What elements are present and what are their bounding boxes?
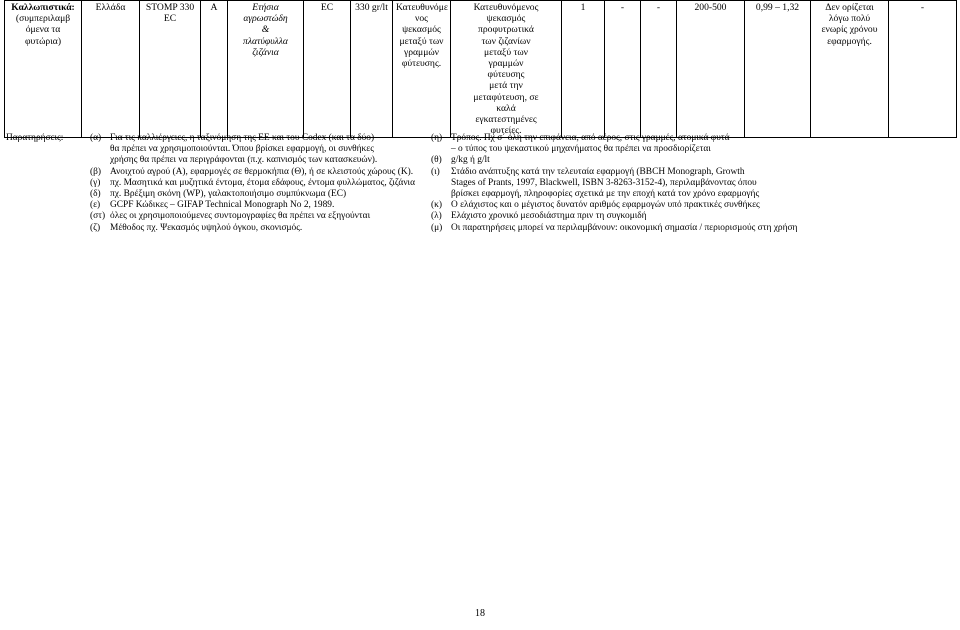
note-item: Stages of Prants, 1997, Blackwell, ISBN 3-8263-3152-4), περιλαμβάνοντας όπου [451, 177, 757, 188]
note-item: θα πρέπει να χρησιμοποιούνται. Όπου βρίσκει εφαρμογή, οι συνθήκες [110, 144, 374, 155]
note-item: (ζ) Μέθοδος πχ. Ψεκασμός υψηλού όγκου, σκονισμός. [90, 222, 303, 233]
note-item: (κ) Ο ελάχιστος και ο μέγιστος δυνατόν αριθμός εφαρμογών υπό πρακτικές συνθήκες [431, 200, 760, 211]
concentration-cell: 330 gr/lt [351, 1, 393, 138]
notes-label: Παρατηρήσεις: [6, 133, 64, 143]
note-item: (η) Τρόπος. Πχ σ΄ όλη την επιφάνεια, από αέρος, στις γραμμές, ατομικά φυτά [431, 133, 730, 143]
note-item: (γ) πχ. Μασητικά και μυζητικά έντομα, έτομα εδάφους, έντομα φυλλώματος, ζιζάνια [90, 177, 415, 188]
dose-cell: 0,99 – 1,32 [745, 1, 811, 138]
registration-table [4, 0, 957, 138]
note-item: – ο τύπος του ψεκαστικού μηχανήματος θα πρέπει να προσδιορίζεται [451, 144, 711, 155]
application-kind-cell: Κατευθυνόμενος ψεκασμός προφυτρωτικά των ζιζανίων μεταξύ των γραμμών φύτευσης μετά την μεταφύτευση, σε καλά εγκατεστημένες φυτείες. [451, 1, 562, 138]
note-item: χρήσης θα πρέπει να περιγράφονται (π.χ. καπνισμός των κατασκευών). [110, 155, 378, 166]
product-cell: STOMP 330 EC [140, 1, 201, 138]
applications-number-cell: 1 [562, 1, 605, 138]
note-item: (μ) Οι παρατηρήσεις μπορεί να περιλαμβάνουν: οικονομική σημασία / περιορισμούς στη χρήση [431, 222, 798, 233]
note-item: (ι) Στάδιο ανάπτυξης κατά την τελευταία εφαρμογή (BBCH Monograph, Growth [431, 166, 745, 177]
note-item: (δ) πχ. Βρέξιμη σκόνη (WP), γαλακτοποιήσιμο συμπύκνωμα (EC) [90, 189, 347, 200]
interval-cell: - [605, 1, 641, 138]
note-item: (α) Για τις καλλιέργειες, η ταξινόμηση της ΕΕ και του Codex (και τα δύο) [90, 133, 375, 143]
remarks-cell: - [889, 1, 957, 138]
note-item: (θ) g/kg ή g/lt [431, 155, 490, 166]
target-cell: Ετήσια αγρωστώδη & πλατύφυλλα ζιζάνια [228, 1, 304, 138]
table-row [5, 1, 957, 138]
crop-cell: Καλλωπιστικά: (συμπεριλαμβ όμενα τα φυτώρια) [5, 1, 82, 138]
note-item: βρίσκει εφαρμογή, πληροφορίες σχετικά με την εποχή κατά τον χρόνο εφαρμογής [451, 189, 760, 200]
phi-cell: Δεν ορίζεται λόγω πολύ ενωρίς χρόνου εφαρμογής. [811, 1, 889, 138]
use-area-cell: A [201, 1, 228, 138]
note-item: (β) Ανοιχτού αγρού (Α), εφαρμογές σε θερμοκήπια (Θ), ή σε κλειστούς χώρους (Κ). [90, 166, 414, 177]
notes-left-column [90, 133, 415, 234]
water-volume-cell: 200-500 [677, 1, 745, 138]
note-item: (στ) όλες οι χρησιμοποιούμενες συντομογραφίες θα πρέπει να εξηγούνται [90, 211, 371, 222]
kg-ha-cell: - [641, 1, 677, 138]
country-cell: Ελλάδα [82, 1, 140, 138]
notes-right-column [431, 133, 797, 234]
formulation-type-cell: EC [304, 1, 351, 138]
note-item: (ε) GCPF Κώδικες – GIFAP Technical Monograph No 2, 1989. [90, 200, 335, 211]
note-item: (λ) Ελάχιστο χρονικό μεσοδιάστημα πριν τη συγκομιδή [431, 211, 647, 222]
method-cell: Κατευθυνόμε νος ψεκασμός μεταξύ των γραμμών φύτευσης. [393, 1, 451, 138]
page-number: 18 [475, 608, 485, 619]
